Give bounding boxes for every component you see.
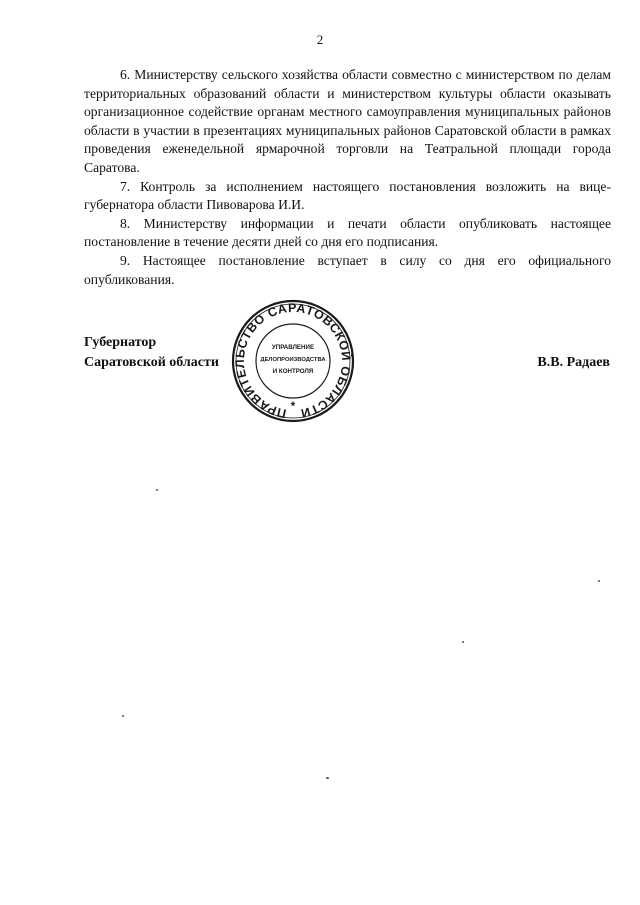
signer-title (84, 333, 219, 373)
scan-speck (326, 777, 329, 779)
page-number: 2 (316, 32, 324, 47)
seal-inner-line3: И КОНТРОЛЯ (272, 368, 314, 375)
scan-speck (156, 489, 158, 491)
seal-inner-line1: УПРАВЛЕНИЕ (271, 344, 315, 351)
document-body (84, 66, 611, 289)
official-seal-stamp (230, 298, 356, 424)
signer-title-line1: Губернатор (84, 335, 157, 350)
paragraph-7: 7. Контроль за исполнением настоящего постановления возложить на вице-губернатора области Пивоварова И.И. (84, 178, 611, 213)
paragraph-8: 8. Министерству информации и печати области опубликовать настоящее постановление в течение десяти дней со дня его подписания. (84, 215, 611, 250)
scan-speck (122, 715, 124, 717)
paragraph-9: 9. Настоящее постановление вступает в силу со дня его официального опубликования. (84, 252, 611, 287)
paragraph-6: 6. Министерству сельского хозяйства области совместно с министерством по делам территориальных образований области и министерством культуры области оказывать организационное содействие органам местного самоуправления муниципальных районов области в участии в презентациях муниципальных районов Саратовской области в рамках проведения еженедельной ярмарочной торговли на Театральной площади города Саратова. (84, 67, 611, 175)
scan-speck (462, 641, 464, 643)
seal-outer-text: ПРАВИТЕЛЬСТВО САРАТОВСКОЙ ОБЛАСТИ (232, 300, 354, 421)
seal-star-icon: * (290, 399, 296, 413)
scan-speck (598, 580, 600, 582)
seal-inner-line2: ДЕЛОПРОИЗВОДСТВА (260, 357, 326, 363)
signer-title-line2: Саратовской области (84, 355, 219, 370)
signer-name: В.В. Радаев (537, 355, 610, 370)
